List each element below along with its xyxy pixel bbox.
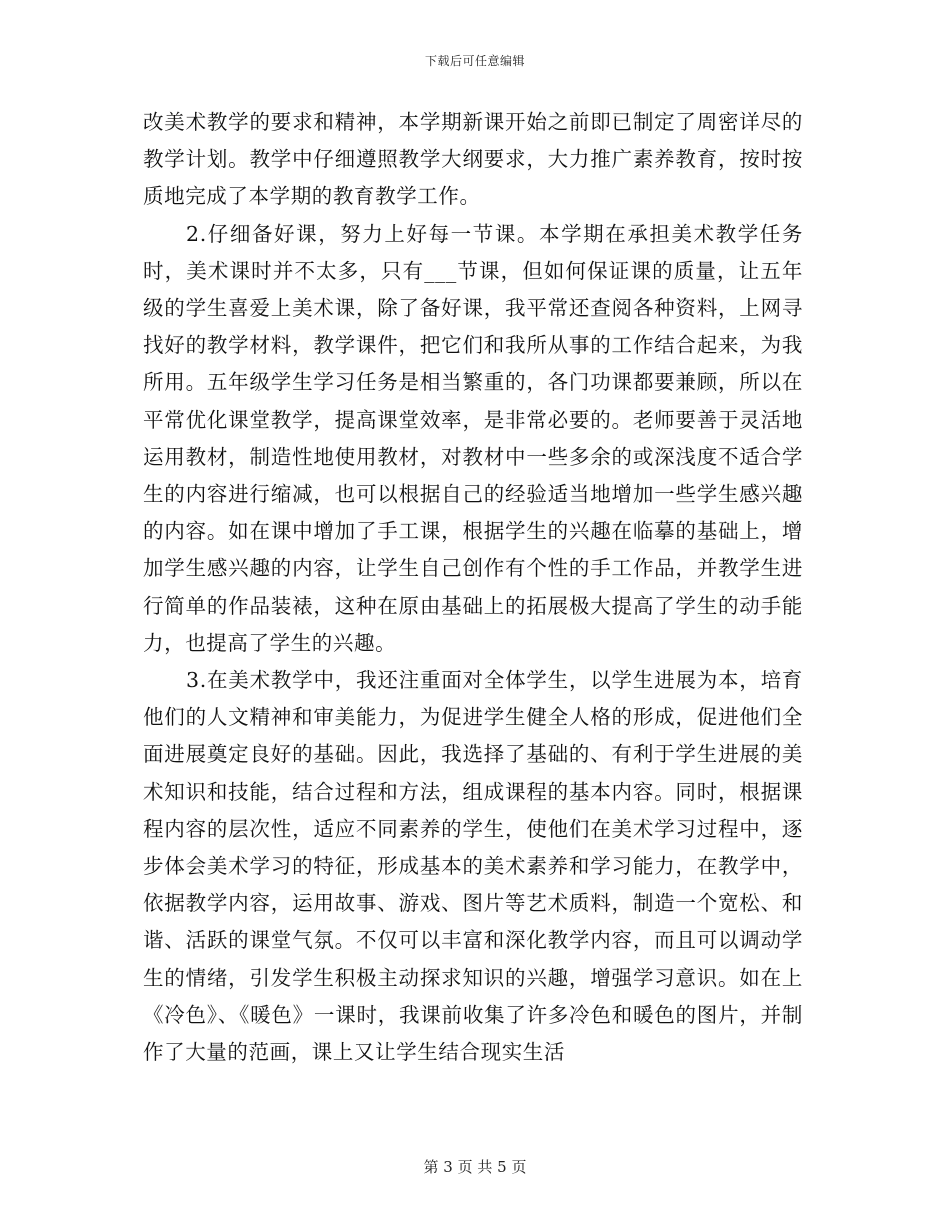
paragraph-continued: 改美术教学的要求和精神，本学期新课开始之前即已制定了周密详尽的教学计划。教学中仔细遵照教学大纲要求，大力推广素养教育，按时按质地完成了本学期的教育教学工作。 <box>143 110 803 209</box>
paragraph-item-3: 3.在美术教学中，我还注重面对全体学生，以学生进展为本，培育他们的人文精神和审美能力，为促进学生健全人格的形成，促进他们全面进展奠定良好的基础。因此，我选择了基础的、有利于学生进展的美术知识和技能，结合过程和方法，组成课程的基本内容。同时，根据课程内容的层次性，适应不同素养的学生，使他们在美术学习过程中，逐步体会美术学习的特征，形成基本的美术素养和学习能力，在教学中，依据教学内容，运用故事、游戏、图片等艺术质料，制造一个宽松、和谐、活跃的课堂气氛。不仅可以丰富和深化教学内容，而且可以调动学生的情绪，引发学生积极主动探求知识的兴趣，增强学习意识。如在上《冷色》、《暖色》一课时，我课前收集了许多冷色和暖色的图片，并制作了大量的范画，课上又让学生结合现实生活 <box>143 668 803 1065</box>
paragraph-item-2: 2.仔细备好课，努力上好每一节课。本学期在承担美术教学任务时，美术课时并不太多，只有___节课，但如何保证课的质量，让五年级的学生喜爱上美术课，除了备好课，我平常还查阅各种资料，上网寻找好的教学材料，教学课件，把它们和我所从事的工作结合起来，为我所用。五年级学生学习任务是相当繁重的，各门功课都要兼顾，所以在平常优化课堂教学，提高课堂效率，是非常必要的。老师要善于灵活地运用教材，制造性地使用教材，对教材中一些多余的或深浅度不适合学生的内容进行缩减，也可以根据自己的经验适当地增加一些学生感兴趣的内容。如在课中增加了手工课，根据学生的兴趣在临摹的基础上，增加学生感兴趣的内容，让学生自己创作有个性的手工作品，并教学生进行简单的作品装裱，这种在原由基础上的拓展极大提高了学生的动手能力，也提高了学生的兴趣。 <box>143 221 803 655</box>
document-body <box>143 104 803 1071</box>
page-footer: 第 3 页 共 5 页 <box>423 1158 527 1176</box>
page-header: 下载后可任意编辑 <box>424 54 525 68</box>
